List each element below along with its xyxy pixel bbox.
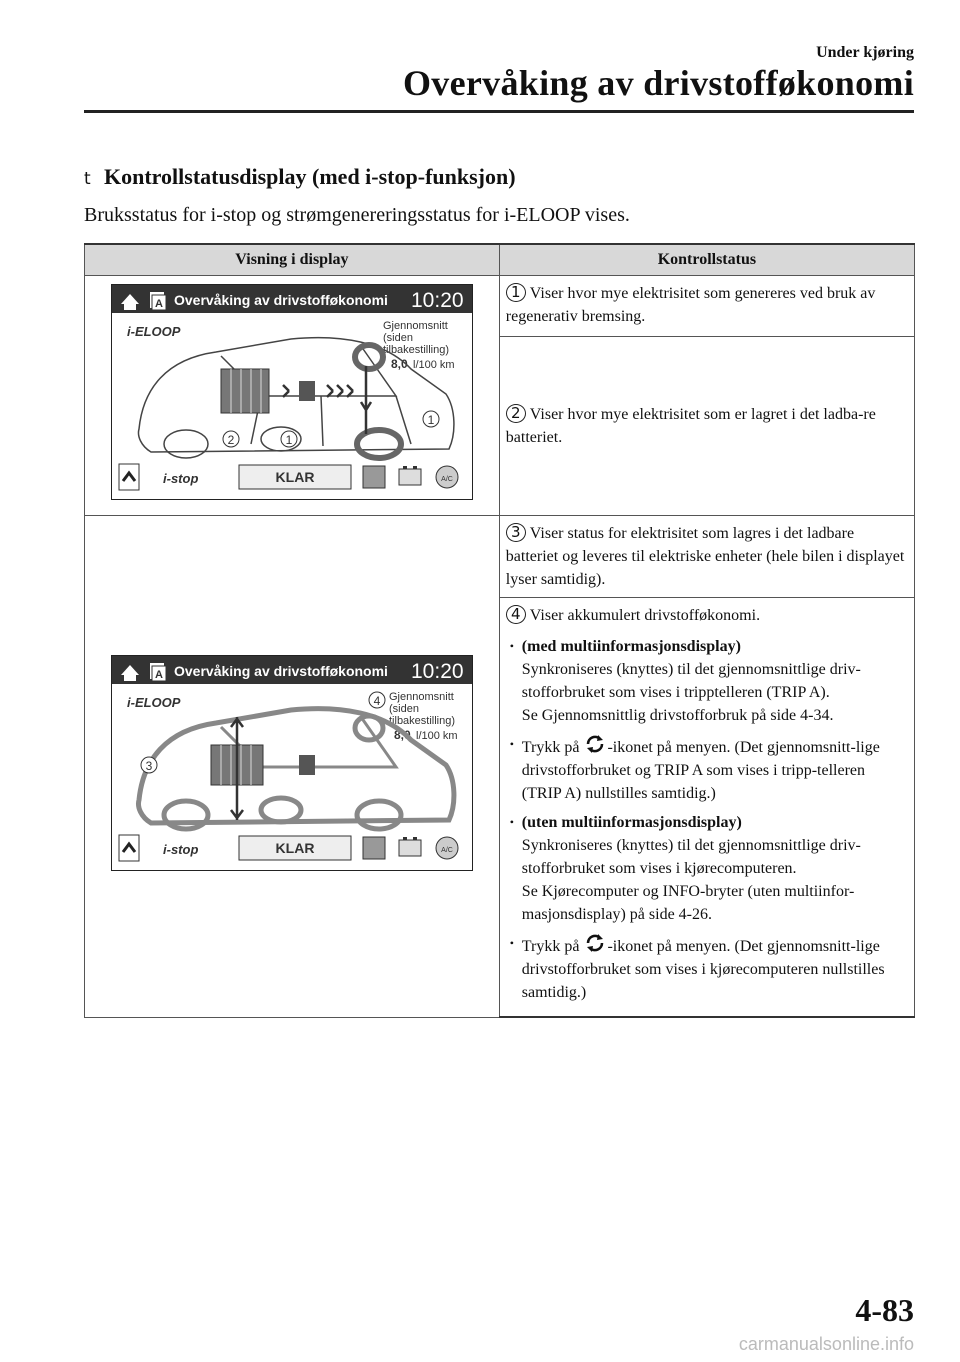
eloop-display-2 [111, 655, 473, 871]
status-text-2: Viser hvor mye elektrisitet som er lagret i det ladba-re batteriet. [505, 406, 876, 447]
istop-label: i-stop [162, 841, 199, 857]
status-text-4: Viser akkumulert drivstofføkonomi. [529, 607, 761, 624]
reset-icon [583, 932, 607, 954]
avg-label-1: Gjennomsnitt [388, 690, 454, 703]
screen-title: Overvåking av drivstofføkonomi [173, 292, 388, 308]
istop-status: KLAR [275, 839, 315, 856]
callout-num-1: 1 [506, 283, 526, 302]
callout-num-4: 4 [506, 605, 526, 624]
section-heading [84, 164, 516, 190]
page-number: 4-83 [855, 1292, 914, 1328]
callout-num-2: 2 [506, 404, 526, 423]
status-item-1 [499, 276, 914, 337]
screen-time: 10:20 [410, 659, 464, 683]
eloop-label: i-ELOOP [126, 324, 181, 339]
engine-icon [363, 837, 385, 859]
svg-text:1: 1 [427, 413, 435, 427]
capacitor-icon [299, 755, 315, 775]
status-item-2 [499, 337, 914, 516]
control-status-table [84, 243, 915, 1018]
display-image-2-cell [85, 516, 500, 1018]
bullet-reset-computer: • Trykk på -ikonet på menyen. (Det gjennomsnitt-lige drivstofforbruket som vises i kjørecomputeren nullstilles samtidig.) [506, 932, 908, 1004]
engine-icon [363, 466, 385, 488]
screen-title: Overvåking av drivstofføkonomi [173, 662, 388, 679]
callout-num-3: 3 [506, 523, 526, 542]
mode-label: A [154, 298, 163, 310]
eloop-label: i-ELOOP [126, 694, 181, 710]
section-intro: Bruksstatus for i-stop og strømgenereringsstatus for i-ELOOP vises. [84, 204, 630, 226]
avg-label-1: Gjennomsnitt [382, 320, 448, 332]
battery-icon [399, 466, 421, 485]
display-image-1-cell [85, 276, 500, 516]
avg-label-3: tilbakestilling) [382, 344, 449, 356]
bullet-reset-trip: • Trykk på -ikonet på menyen. (Det gjennomsnitt-lige drivstofforbruket og TRIP A som vises i tripp-telleren (TRIP A) nullstilles samtidig.) [506, 733, 908, 805]
avg-label-2: (siden [382, 332, 413, 344]
item4-bullets [506, 635, 908, 1004]
mode-label: A [154, 668, 163, 681]
istop-label: i-stop [162, 471, 199, 486]
callout-3 [141, 757, 157, 773]
status-item-3 [499, 516, 914, 598]
status-text-1: Viser hvor mye elektrisitet som genereres ved bruk av regenerativ bremsing. [505, 285, 876, 325]
callout-4 [369, 692, 385, 708]
svg-text:1: 1 [285, 433, 293, 447]
avg-label-2: (siden [388, 702, 419, 715]
bullet-with-multiinfo: • (med multiinformasjonsdisplay) Synkroniseres (knyttes) til det gjennomsnittlige driv-stofforbruket som vises i tripptelleren (TRIP A). Se Gjennomsnittlig drivstofforbruk på side 4-34. [506, 635, 908, 727]
svg-text:A/C: A/C [441, 476, 453, 483]
avg-value: 8,0 [390, 357, 408, 371]
col-header-status: Kontrollstatus [499, 244, 914, 276]
watermark: carmanualsonline.info [738, 1334, 914, 1354]
avg-value: 8,0 [393, 727, 411, 742]
avg-label-3: tilbakestilling) [388, 714, 455, 727]
bullet-without-multiinfo: • (uten multiinformasjonsdisplay) Synkroniseres (knyttes) til det gjennomsnittlige driv-stofforbruket som vises i kjørecomputeren. Se Kjørecomputer og INFO-bryter (uten multiinfor-masjonsdisplay) på side 4-26. [506, 811, 908, 926]
avg-unit: l/100 km [415, 729, 458, 742]
page-title: Overvåking av drivstofføkonomi [402, 63, 914, 103]
ac-icon [436, 466, 458, 488]
status-item-4 [499, 598, 914, 1018]
screen-time: 10:20 [410, 289, 464, 312]
battery-cells [221, 369, 269, 413]
col-header-display: Visning i display [85, 244, 500, 276]
cross-reference: Se Gjennomsnittlig drivstofforbruk på side 4-34. [521, 707, 834, 724]
svg-text:2: 2 [227, 433, 235, 447]
callout-2 [223, 431, 239, 447]
eloop-display-1 [111, 284, 473, 500]
cross-reference: Se Kjørecomputer og INFO-bryter (uten multiinfor-masjonsdisplay) på side 4-26. [521, 883, 855, 923]
svg-text:4: 4 [373, 693, 381, 708]
avg-unit: l/100 km [412, 359, 455, 371]
section-marker: t [84, 169, 91, 189]
header-rule [84, 110, 914, 113]
svg-text:A/C: A/C [441, 846, 453, 854]
capacitor-icon [299, 381, 315, 401]
ac-icon [436, 837, 458, 859]
callout-1b [423, 411, 439, 427]
svg-text:3: 3 [145, 758, 153, 773]
istop-status: KLAR [275, 469, 315, 485]
chapter-label: Under kjøring [816, 44, 914, 61]
callout-1 [281, 431, 297, 447]
status-text-3: Viser status for elektrisitet som lagres i det ladbare batteriet og leveres til elektriske enheter (hele bilen i displayet lyser samtidig). [505, 525, 905, 588]
section-title: Kontrollstatusdisplay (med i-stop-funksjon) [104, 164, 516, 189]
reset-icon [583, 733, 607, 755]
battery-icon [399, 837, 421, 856]
